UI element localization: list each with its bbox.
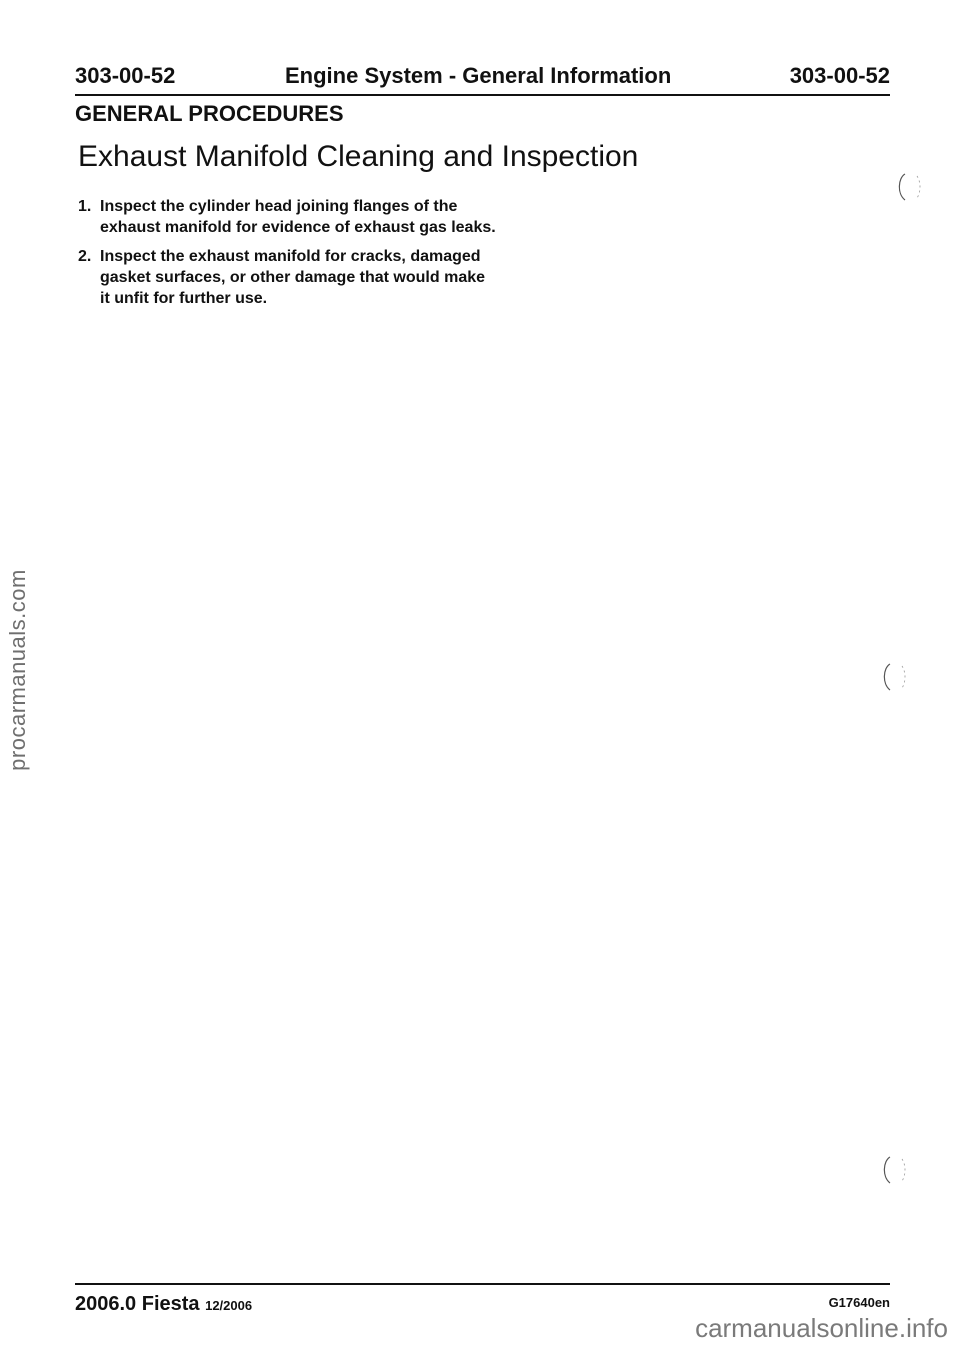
bottom-watermark: carmanualsonline.info — [695, 1313, 948, 1343]
footer-code: G17640en — [828, 1295, 890, 1310]
step-number: 1. — [78, 198, 92, 215]
step-number: 2. — [78, 248, 92, 265]
section-title: GENERAL PROCEDURES — [75, 101, 344, 126]
header-page-number-left: 303-00-52 — [75, 63, 176, 88]
binder-hole-mark-icon — [895, 172, 923, 202]
binder-hole-mark-icon — [880, 1155, 908, 1185]
header-title: Engine System - General Information — [285, 63, 672, 88]
page-header — [75, 62, 890, 96]
header-page-number-right: 303-00-52 — [789, 63, 890, 88]
binder-hole-mark-icon — [880, 662, 908, 692]
step-text: Inspect the exhaust manifold for cracks, damaged gasket surfaces, or other damage that would make it unfit for further use. — [100, 248, 486, 307]
list-item — [78, 196, 498, 238]
page-title: Exhaust Manifold Cleaning and Inspection — [78, 140, 639, 173]
footer-model-name: 2006.0 Fiesta — [75, 1293, 200, 1315]
list-item — [78, 246, 498, 309]
procedure-steps — [78, 196, 498, 317]
step-text: Inspect the cylinder head joining flanges of the exhaust manifold for evidence of exhaust gas leaks. — [100, 198, 496, 236]
footer-date: 12/2006 — [205, 1298, 253, 1313]
footer-model — [75, 1291, 252, 1319]
side-watermark: procarmanuals.com — [5, 569, 30, 771]
